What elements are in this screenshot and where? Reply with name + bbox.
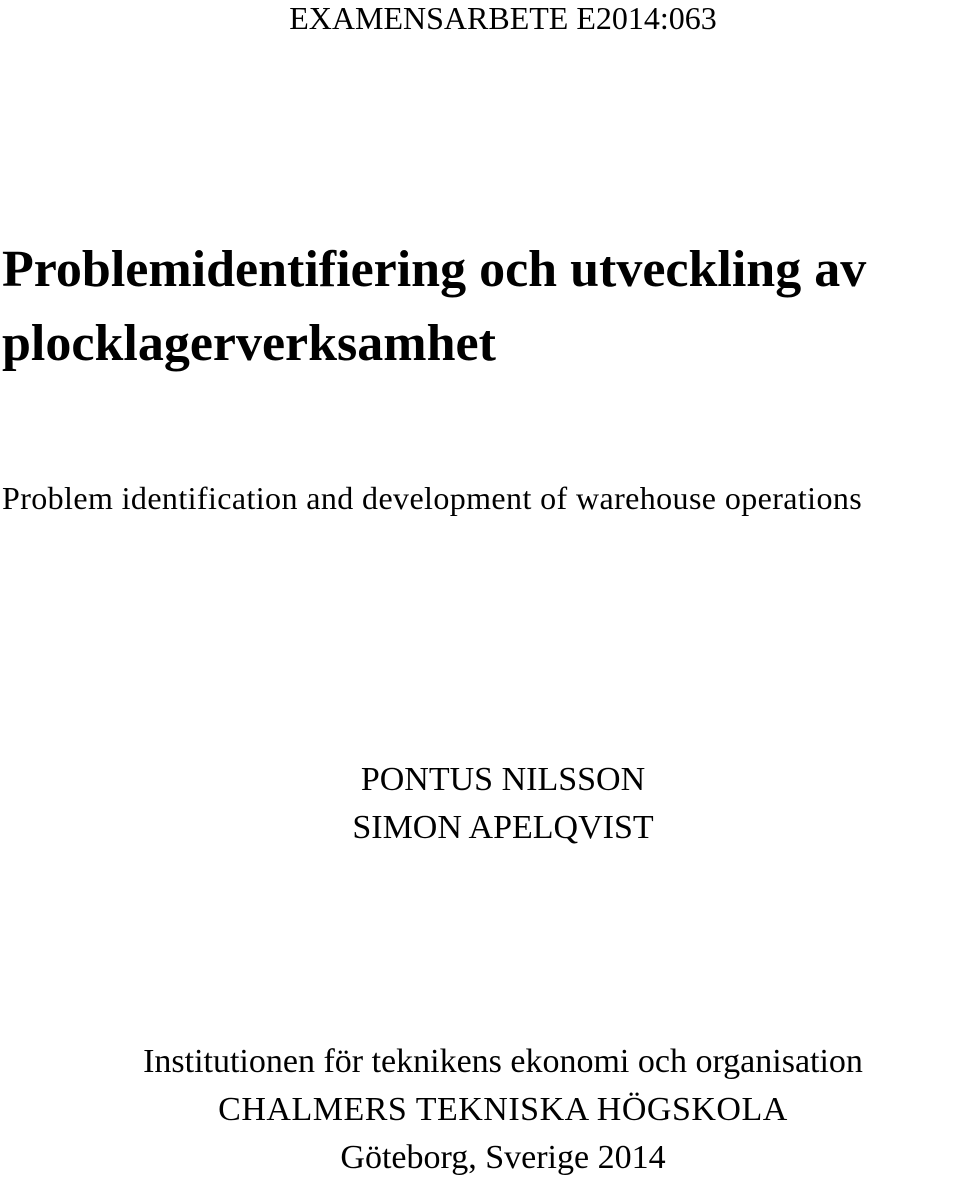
english-subtitle: Problem identification and development of warehouse operations xyxy=(2,480,863,516)
title-line-1: Problemidentifiering och utveckling av xyxy=(2,241,867,298)
place-and-year: Göteborg, Sverige 2014 xyxy=(340,1139,666,1176)
author-name-1: PONTUS NILSSON xyxy=(360,761,646,798)
university-name: CHALMERS TEKNISKA HÖGSKOLA xyxy=(218,1091,788,1128)
author-name-2: SIMON APELQVIST xyxy=(352,809,654,846)
title-line-2: plocklagerverksamhet xyxy=(2,315,496,372)
thesis-series-label: EXAMENSARBETE E2014:063 xyxy=(289,0,717,36)
department-name: Institutionen för teknikens ekonomi och organisation xyxy=(143,1043,863,1080)
